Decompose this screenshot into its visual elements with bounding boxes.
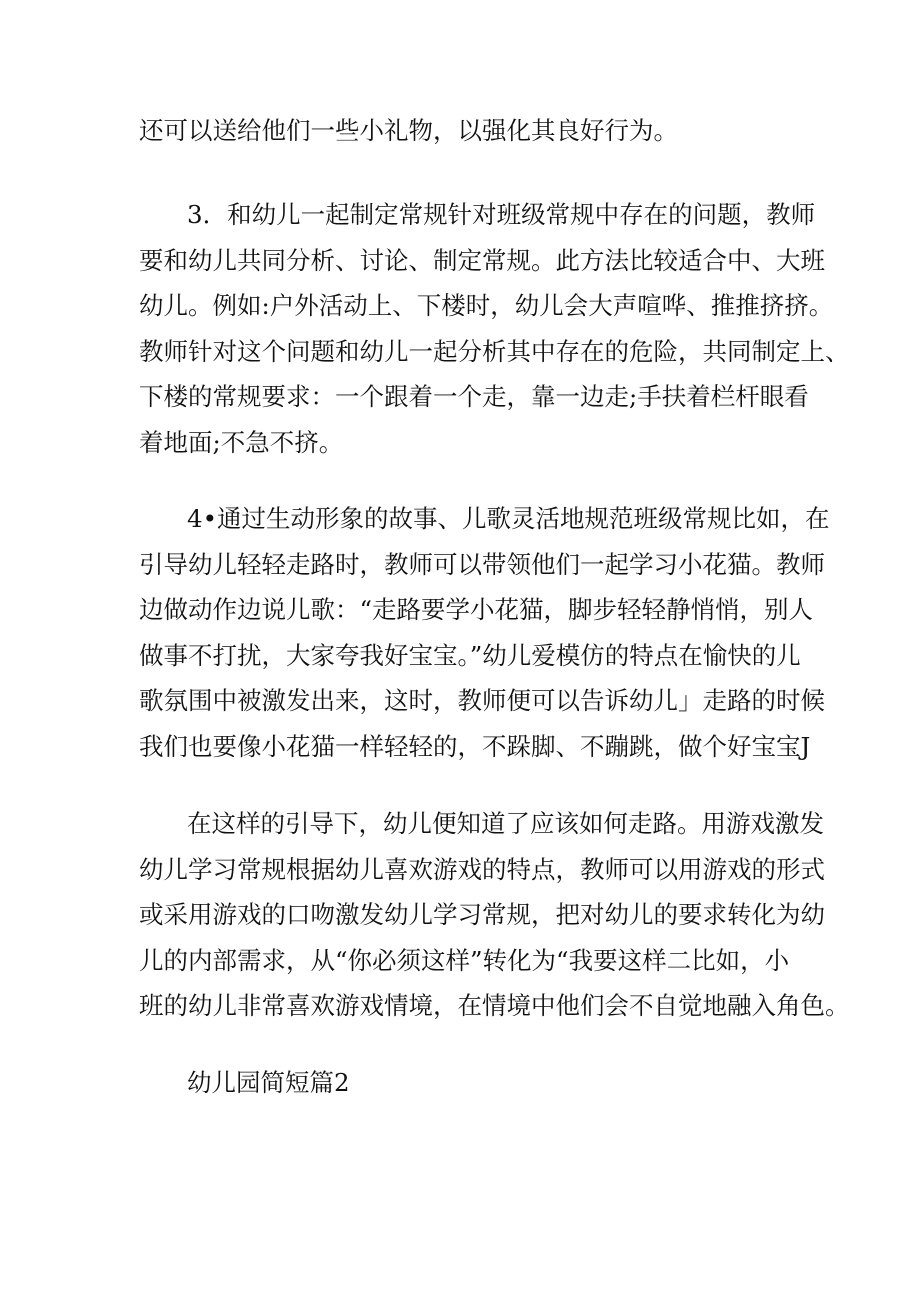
text-line: 我们也要像小花猫一样轻轻的，不跺脚、不蹦跳，做个好宝宝J [139, 731, 811, 761]
text-line: 着地面;不急不挤。 [139, 427, 344, 457]
text-line: 儿的内部需求，从“你必须这样”转化为“我要这样二比如，小 [139, 945, 790, 975]
text-line: 4•通过生动形象的故事、儿歌灵活地规范班级常规比如，在 [187, 504, 830, 533]
text-line: 幼儿学习常规根据幼儿喜欢游戏的特点，教师可以用游戏的形式 [139, 854, 825, 884]
text-line: 引导幼儿轻轻走路时，教师可以带领他们一起学习小花猫。教师 [139, 549, 825, 579]
text-line: 班的幼儿非常喜欢游戏情境，在情境中他们会不自觉地融入角色。 [139, 991, 850, 1021]
paragraph-1 [139, 108, 789, 154]
text-line: 还可以送给他们一些小礼物，以强化其良好行为。 [139, 116, 678, 145]
text-line: 教师针对这个问题和幼儿一起分析其中存在的危险，共同制定上、 [139, 336, 850, 366]
text-line: 要和幼儿共同分析、讨论、制定常规。此方法比较适合中、大班 [139, 245, 825, 275]
paragraph-2 [139, 192, 850, 466]
text-line: 下楼的常规要求：一个跟着一个走，靠一边走;手扶着栏杆眼看 [139, 382, 809, 412]
text-line: 或采用游戏的口吻激发幼儿学习常规，把对幼儿的要求转化为幼 [139, 900, 825, 930]
text-line: 做事不打扰，大家夸我好宝宝。”幼儿爱模仿的特点在愉快的儿 [139, 640, 801, 670]
paragraph-3 [139, 496, 830, 770]
text-line: 幼儿。例如:户外活动上、下楼时，幼儿会大声喧哗、推推挤挤。 [139, 291, 834, 321]
text-line: 在这样的引导下，幼儿便知道了应该如何走路。用游戏激发 [187, 809, 824, 838]
text-line: 边做动作边说儿歌：“走路要学小花猫，脚步轻轻静悄悄，别人 [139, 595, 814, 625]
paragraph-4 [139, 801, 850, 1029]
section-heading-text: 幼儿园简短篇2 [187, 1068, 350, 1097]
section-heading [139, 1060, 789, 1106]
text-line: 3．和幼儿一起制定常规针对班级常规中存在的问题，教师 [187, 200, 816, 229]
text-line: 歌氛围中被激发出来，这时，教师便可以告诉幼儿」走路的时候 [139, 686, 825, 716]
